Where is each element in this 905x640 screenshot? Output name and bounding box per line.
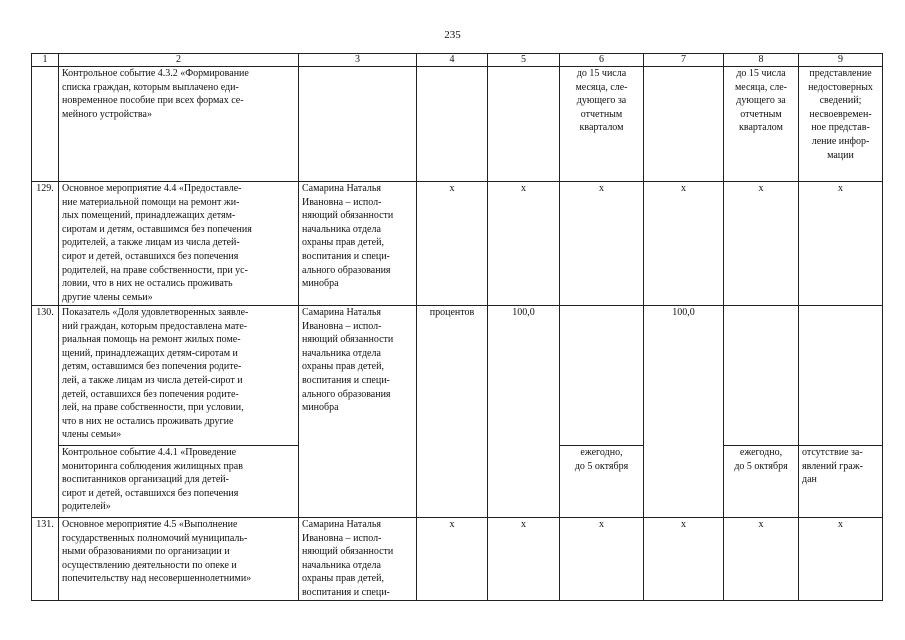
risk-cell: х [799, 182, 883, 306]
deadline-fact: х [724, 182, 799, 306]
value-fact: 100,0 [644, 306, 724, 518]
plan-table [31, 53, 883, 601]
deadline-plan [560, 306, 644, 446]
value-cell: 100,0 [488, 306, 560, 518]
header-row [32, 54, 883, 67]
row-number: 130. [32, 306, 59, 518]
deadline-fact: ежегодно, до 5 октября [724, 446, 799, 518]
event-name: Основное мероприятие 4.5 «Выполнение государственных полномочий муниципаль- ными образованиями по организации и осуществлению деятельности по опеке и попечительству над несовершеннолетними» [59, 518, 299, 601]
value-fact: х [644, 182, 724, 306]
value-cell: х [488, 182, 560, 306]
header-cell-3: 3 [299, 54, 417, 67]
deadline-fact: до 15 числа месяца, сле- дующего за отчетным кварталом [724, 67, 799, 182]
event-name: Контрольное событие 4.4.1 «Проведение мониторинга соблюдения жилищных прав воспитанников организаций для детей- сирот и детей, оставшихся без попечения родителей» [59, 446, 299, 518]
value-cell [488, 67, 560, 182]
unit-cell: х [417, 518, 488, 601]
deadline-plan: ежегодно, до 5 октября [560, 446, 644, 518]
table-row [32, 182, 883, 306]
table-row [32, 518, 883, 601]
risk-cell: х [799, 518, 883, 601]
table-row [32, 306, 883, 446]
row-number: 129. [32, 182, 59, 306]
risk-cell [799, 306, 883, 446]
unit-cell: х [417, 182, 488, 306]
event-name: Контрольное событие 4.3.2 «Формирование списка граждан, которым выплачено еди- новременное пособие при всех формах се- мейного устройства» [59, 67, 299, 182]
header-cell-4: 4 [417, 54, 488, 67]
unit-cell [417, 67, 488, 182]
unit-cell: процентов [417, 306, 488, 518]
risk-cell: представление недостоверных сведений; несвоевремен- ное представ- ление инфор- мации [799, 67, 883, 182]
header-cell-5: 5 [488, 54, 560, 67]
responsible-cell: Самарина Наталья Ивановна – испол- няющий обязанности начальника отдела охраны прав детей, воспитания и специ- ального образования минобра [299, 306, 417, 518]
header-cell-9: 9 [799, 54, 883, 67]
header-cell-6: 6 [560, 54, 644, 67]
event-name: Показатель «Доля удовлетворенных заявле- ний граждан, которым предоставлена мате- риальная помощь на ремонт жилых поме- щений, принадлежащих детям-сиротам и детям, оставшимся без попечения родите- лей, а также лицам из числа детей-сирот и детей, оставшихся без попечения родите- лей, на праве собственности, при условии, что в них не остались проживать другие члены семьи» [59, 306, 299, 446]
header-cell-7: 7 [644, 54, 724, 67]
deadline-plan: х [560, 518, 644, 601]
responsible-cell: Самарина Наталья Ивановна – испол- няющий обязанности начальника отдела охраны прав детей, воспитания и специ- [299, 518, 417, 601]
row-number: 131. [32, 518, 59, 601]
responsible-cell [299, 67, 417, 182]
table-row [32, 67, 883, 182]
value-fact [644, 67, 724, 182]
event-name: Основное мероприятие 4.4 «Предоставле- ние материальной помощи на ремонт жи- лых помещений, принадлежащих детям- сиротам и детям, оставшимся без попечения родителей, а также лицам из числа детей- сирот и детей, оставшихся без попечения родителей, на праве собственности, при ус- ловии, что в них не остались проживать другие члены семьи» [59, 182, 299, 306]
value-fact: х [644, 518, 724, 601]
risk-cell: отсутствие за- явлений граж- дан [799, 446, 883, 518]
header-cell-2: 2 [59, 54, 299, 67]
header-cell-1: 1 [32, 54, 59, 67]
deadline-plan: до 15 числа месяца, сле- дующего за отчетным кварталом [560, 67, 644, 182]
row-number [32, 67, 59, 182]
value-cell: х [488, 518, 560, 601]
header-cell-8: 8 [724, 54, 799, 67]
page-number: 235 [444, 29, 461, 41]
deadline-fact: х [724, 518, 799, 601]
deadline-plan: х [560, 182, 644, 306]
responsible-cell: Самарина Наталья Ивановна – испол- няющий обязанности начальника отдела охраны прав детей, воспитания и специ- ального образования минобра [299, 182, 417, 306]
deadline-fact [724, 306, 799, 446]
